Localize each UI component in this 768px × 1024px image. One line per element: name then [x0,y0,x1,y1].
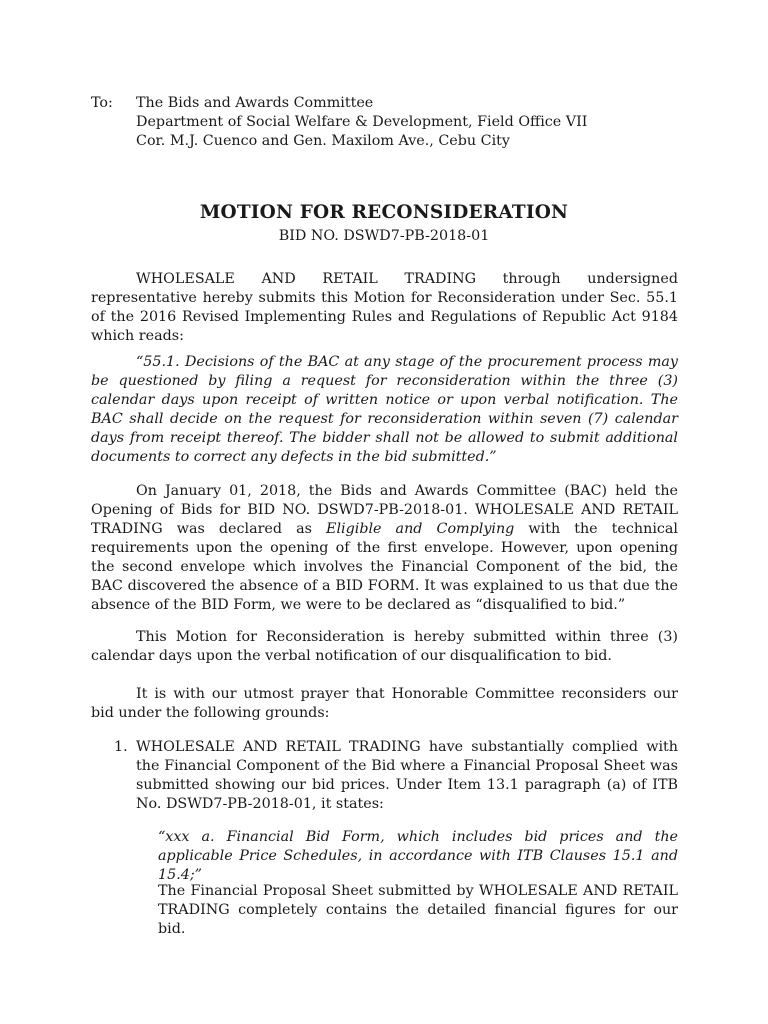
ground-item [114,738,678,814]
ground-text: WHOLESALE AND RETAIL TRADING have substantially complied with the Financial Component of the Bid where a Financial Proposal Sheet was submitted showing our bid prices. Under Item 13.1 paragraph (a) of ITB No. DSWD7-PB-2018-01, it states: [136,739,678,812]
prayer-paragraph: It is with our utmost prayer that Honorable Committee reconsiders our bid under the following grounds: [91,686,678,721]
recipient-line: Cor. M.J. Cuenco and Gen. Maxilom Ave., Cebu City [136,133,511,149]
ground-number: 1. [114,739,128,755]
recipient-lines [136,94,696,151]
bid-number: BID NO. DSWD7-PB-2018-01 [278,228,490,244]
timeliness-paragraph: This Motion for Reconsideration is hereby submitted within three (3) calendar days upon the verbal notification of our disqualification to bid. [91,629,678,664]
ground-quote: “xxx a. Financial Bid Form, which includes bid prices and the applicable Price Schedules, in accordance with ITB Clauses 15.1 and 15.4;” [158,829,678,883]
background-paragraph [91,482,678,615]
recipient-line: Department of Social Welfare & Development, Field Office VII [136,114,588,130]
ground-conclusion: The Financial Proposal Sheet submitted by WHOLESALE AND RETAIL TRADING completely contains the detailed financial figures for our bid. [158,883,678,937]
recipient-line: The Bids and Awards Committee [136,95,374,111]
document-title: MOTION FOR RECONSIDERATION [199,202,569,223]
background-text-end: with the technical requirements upon the opening of the first envelope. However, upon opening the second envelope which involves the Financial Component of the bid, the BAC discovered the absence of a BID FORM. It was explained to us that due the absence of the BID Form, we were to be declared as “disqualified to bid.” [91,521,678,613]
background-text-start: On January 01, 2018, the Bids and Awards Committee (BAC) held the Opening of Bids for BID NO. DSWD7-PB-2018-01. WHOLESALE AND RETAIL TRADING was declared as [91,483,678,537]
quoted-provision: “55.1. Decisions of the BAC at any stage of the procurement process may be questioned by filing a request for reconsideration within the three (3) calendar days upon receipt of written notice or upon verbal notification. The BAC shall decide on the request for reconsideration within seven (7) calendar days from receipt thereof. The bidder shall not be allowed to submit additional documents to correct any defects in the bid submitted.” [91,354,678,465]
intro-paragraph: WHOLESALE AND RETAIL TRADING through undersigned representative hereby submits this Motion for Reconsideration under Sec. 55.1 of the 2016 Revised Implementing Rules and Regulations of Republic Act 9184 which reads: [91,271,678,344]
background-text-emphasis: Eligible and Complying [326,521,515,537]
to-label: To: [91,95,113,111]
